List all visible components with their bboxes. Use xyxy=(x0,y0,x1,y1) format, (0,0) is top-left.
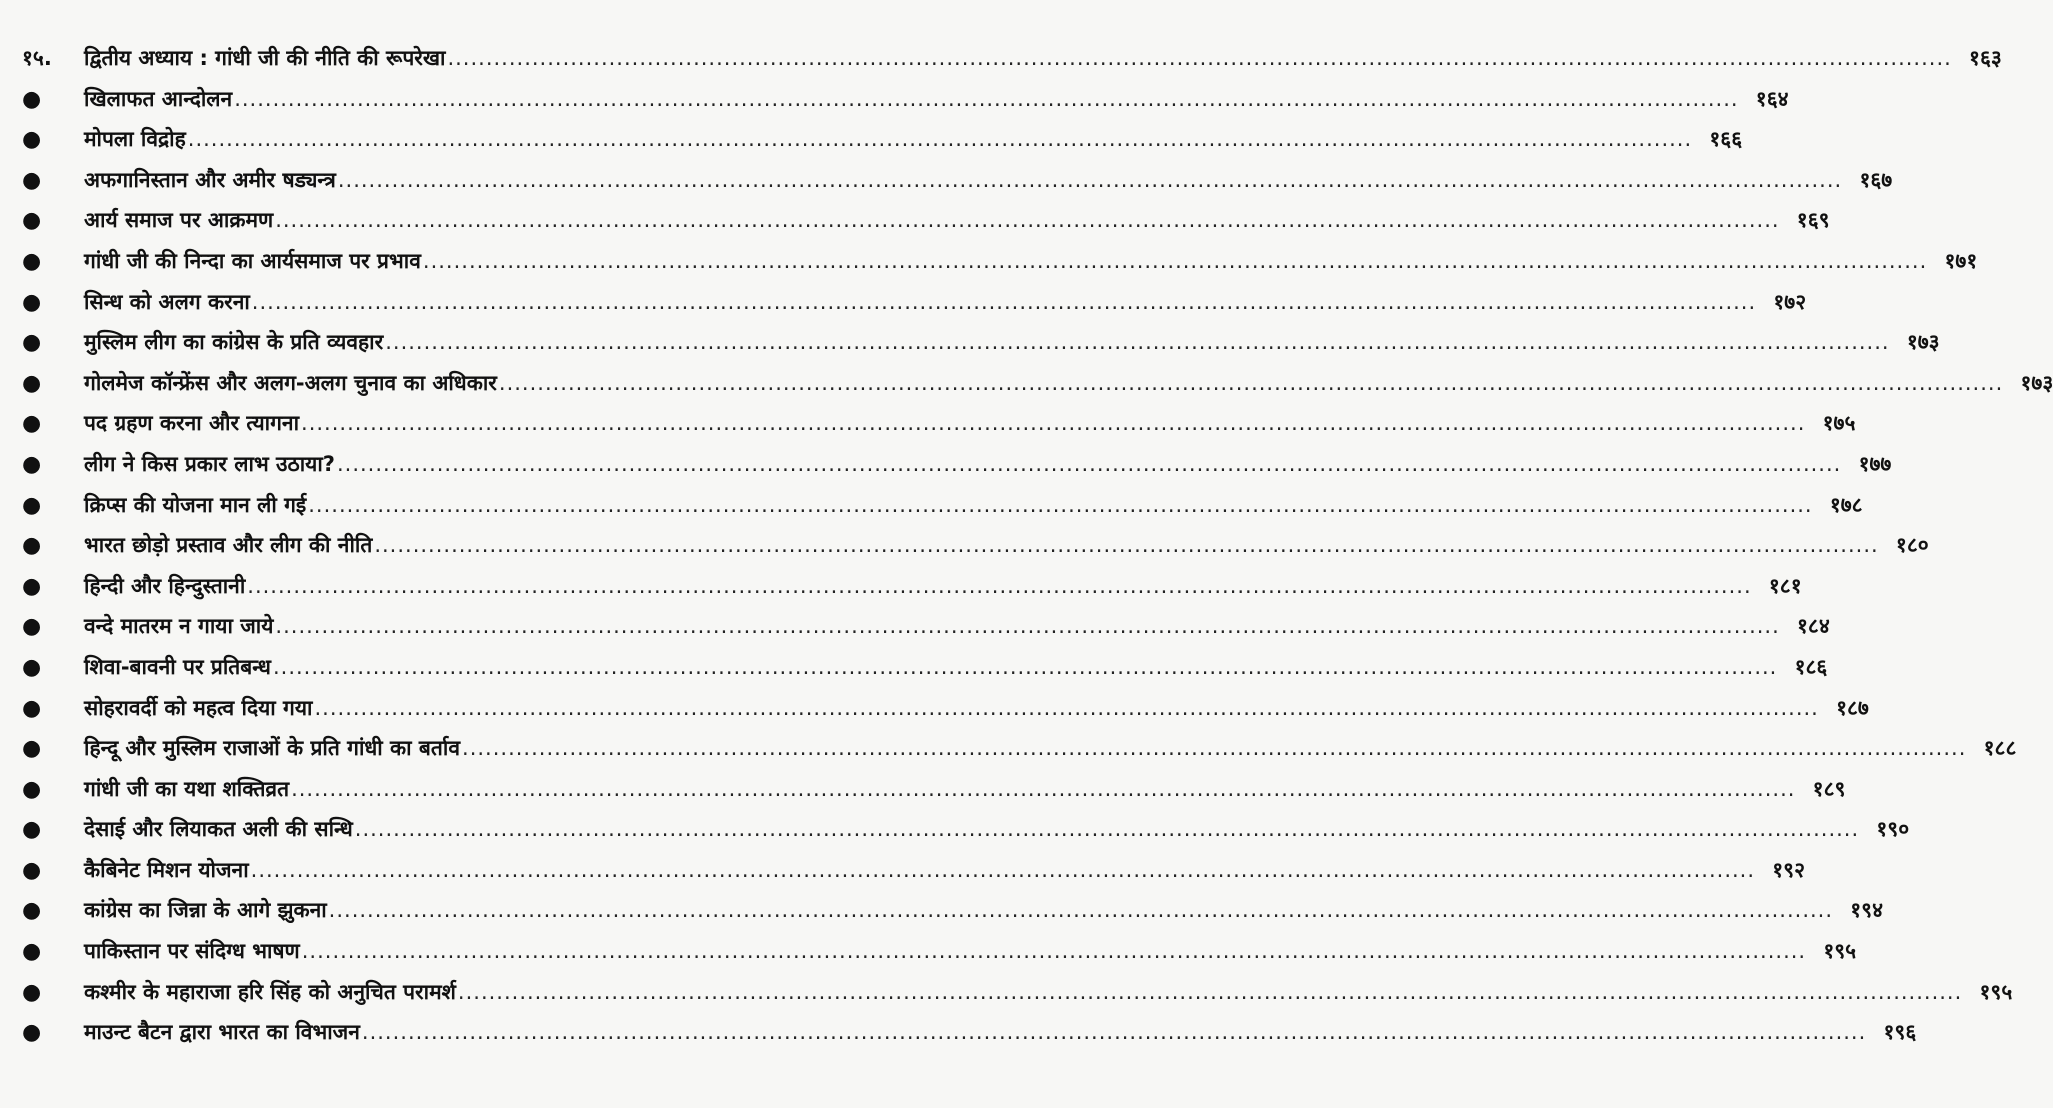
bullet-icon: ● xyxy=(22,1020,42,1046)
page-number: १८० xyxy=(1895,533,1929,558)
toc-entry xyxy=(20,200,1830,241)
page-number: १८९ xyxy=(1812,776,1846,801)
entry-title: गांधी जी का यथा शक्तिव्रत xyxy=(84,776,290,801)
entry-title: सिन्ध को अलग करना xyxy=(84,289,250,314)
leader-dots xyxy=(374,525,1878,566)
entry-title: भारत छोड़ो प्रस्ताव और लीग की नीति xyxy=(84,533,373,558)
page-number: १९५ xyxy=(1979,979,2013,1004)
entry-title: हिन्दू और मुस्लिम राजाओं के प्रति गांधी का बर्ताव xyxy=(84,736,461,761)
bullet-icon: ● xyxy=(22,330,42,356)
page-number: १६४ xyxy=(1755,86,1789,111)
bullet-icon: ● xyxy=(22,533,42,559)
leader-dots xyxy=(499,363,2003,404)
bullet-icon: ● xyxy=(22,614,42,640)
bullet-icon: ● xyxy=(22,857,42,883)
entry-title: द्वितीय अध्याय : गांधी जी की नीति की रूपरेखा xyxy=(84,46,446,70)
page-number: १८७ xyxy=(1836,695,1869,720)
toc-entry xyxy=(20,728,2017,769)
page-number: १९४ xyxy=(1850,898,1884,923)
leader-dots xyxy=(251,850,1755,891)
bullet-icon: ● xyxy=(22,248,42,274)
bullet-icon: ● xyxy=(22,776,42,802)
entry-title: कांग्रेस का जिन्ना के आगे झुकना xyxy=(84,898,327,923)
toc-entry xyxy=(20,809,1910,850)
toc-entry xyxy=(20,322,1940,363)
leader-dots xyxy=(385,322,1889,363)
entry-title: कश्मीर के महाराजा हरि सिंह को अनुचित परामर्श xyxy=(84,979,456,1004)
toc-entry xyxy=(20,79,1789,120)
toc-entry xyxy=(20,647,1828,688)
leader-dots xyxy=(447,38,1951,79)
bullet-icon: ● xyxy=(22,573,42,599)
page-number: १६९ xyxy=(1796,208,1830,233)
page-number: १७८ xyxy=(1829,492,1863,517)
toc-entry xyxy=(20,972,2013,1013)
toc-entry xyxy=(20,931,1857,972)
leader-dots xyxy=(275,606,1779,647)
entry-title: मुस्लिम लीग का कांग्रेस के प्रति व्यवहार xyxy=(84,330,384,355)
page-number: १७७ xyxy=(1858,451,1892,476)
leader-dots xyxy=(252,282,1756,323)
leader-dots xyxy=(362,1012,1866,1053)
leader-dots xyxy=(188,119,1692,160)
entry-title: आर्य समाज पर आक्रमण xyxy=(84,208,274,233)
leader-dots xyxy=(308,485,1812,526)
entry-title: कैबिनेट मिशन योजना xyxy=(84,857,249,882)
leader-dots xyxy=(355,809,1859,850)
bullet-icon: ● xyxy=(22,451,42,477)
leader-dots xyxy=(337,444,1841,485)
page-number: १९५ xyxy=(1823,939,1857,964)
page-number: १९२ xyxy=(1772,857,1806,882)
leader-dots xyxy=(462,728,1966,769)
entry-title: हिन्दी और हिन्दुस्तानी xyxy=(84,573,246,598)
leader-dots xyxy=(275,200,1779,241)
entry-title: गांधी जी की निन्दा का आर्यसमाज पर प्रभाव xyxy=(84,248,421,273)
toc-entry xyxy=(20,363,2053,404)
toc-entry xyxy=(20,38,2002,79)
toc-entry xyxy=(20,769,1846,810)
bullet-icon: ● xyxy=(22,492,42,518)
page-number: १७५ xyxy=(1822,411,1856,436)
page-number: १८८ xyxy=(1983,736,2017,761)
page-number: १९६ xyxy=(1883,1020,1917,1045)
entry-title: मोपला विद्रोह xyxy=(84,127,186,152)
page-number: १७३ xyxy=(1906,330,1940,355)
entry-title: शिवा-बावनी पर प्रतिबन्ध xyxy=(84,654,271,679)
bullet-icon: ● xyxy=(22,86,42,112)
leader-dots xyxy=(301,403,1805,444)
toc-entry xyxy=(20,1012,1917,1053)
toc-entry xyxy=(20,606,1830,647)
toc-entry xyxy=(20,850,1806,891)
page-number: १६३ xyxy=(1969,46,2002,70)
leader-dots xyxy=(273,647,1777,688)
entry-title: सोहरावर्दी को महत्व दिया गया xyxy=(84,695,313,720)
entry-title: वन्दे मातरम न गाया जाये xyxy=(84,614,274,639)
entry-title: क्रिप्स की योजना मान ली गई xyxy=(84,492,307,517)
entry-title: अफगानिस्तान और अमीर षड्यन्त्र xyxy=(84,167,336,192)
entry-title: माउन्ट बैटन द्वारा भारत का विभाजन xyxy=(84,1020,360,1045)
leader-dots xyxy=(338,160,1842,201)
table-of-contents xyxy=(20,38,2053,1053)
bullet-icon: ● xyxy=(22,167,42,193)
bullet-icon: ● xyxy=(22,370,42,396)
bullet-icon: ● xyxy=(22,411,42,437)
entry-title: देसाई और लियाकत अली की सन्धि xyxy=(84,817,353,842)
toc-entry xyxy=(20,688,1869,729)
page-number: १७२ xyxy=(1773,289,1807,314)
leader-dots xyxy=(315,688,1819,729)
bullet-icon: ● xyxy=(22,289,42,315)
bullet-icon: ● xyxy=(22,736,42,762)
leader-dots xyxy=(423,241,1927,282)
bullet-icon: ● xyxy=(22,208,42,234)
toc-entry xyxy=(20,525,1929,566)
toc-entry xyxy=(20,403,1856,444)
bullet-icon: ● xyxy=(22,979,42,1005)
toc-entry xyxy=(20,119,1743,160)
leader-dots xyxy=(234,79,1738,120)
leader-dots xyxy=(247,566,1751,607)
leader-dots xyxy=(291,769,1795,810)
entry-title: खिलाफत आन्दोलन xyxy=(84,86,233,111)
page-number: १६७ xyxy=(1859,167,1893,192)
bullet-icon: ● xyxy=(22,939,42,965)
leader-dots xyxy=(302,931,1806,972)
toc-entry xyxy=(20,160,1893,201)
bullet-icon: ● xyxy=(22,654,42,680)
toc-entry xyxy=(20,282,1807,323)
chapter-number: १५. xyxy=(22,46,52,70)
page-number: १७३ xyxy=(2020,370,2053,395)
page-number: १८१ xyxy=(1768,573,1802,598)
page-number: १७१ xyxy=(1944,248,1978,273)
entry-title: पाकिस्तान पर संदिग्ध भाषण xyxy=(84,939,300,964)
entry-title: गोलमेज कॉन्फ्रेंस और अलग-अलग चुनाव का अधिकार xyxy=(84,370,497,395)
toc-entry xyxy=(20,566,1802,607)
bullet-icon: ● xyxy=(22,127,42,153)
bullet-icon: ● xyxy=(22,817,42,843)
page-number: १८६ xyxy=(1794,654,1828,679)
bullet-icon: ● xyxy=(22,695,42,721)
page-number: १८४ xyxy=(1797,614,1830,639)
toc-entry xyxy=(20,444,1892,485)
leader-dots xyxy=(329,890,1833,931)
leader-dots xyxy=(458,972,1962,1013)
toc-entry xyxy=(20,890,1884,931)
bullet-icon: ● xyxy=(22,898,42,924)
page-number: १९० xyxy=(1876,817,1910,842)
entry-title: लीग ने किस प्रकार लाभ उठाया? xyxy=(84,451,335,476)
toc-entry xyxy=(20,241,1978,282)
page-number: १६६ xyxy=(1709,127,1743,152)
toc-entry xyxy=(20,485,1863,526)
entry-title: पद ग्रहण करना और त्यागना xyxy=(84,411,300,436)
